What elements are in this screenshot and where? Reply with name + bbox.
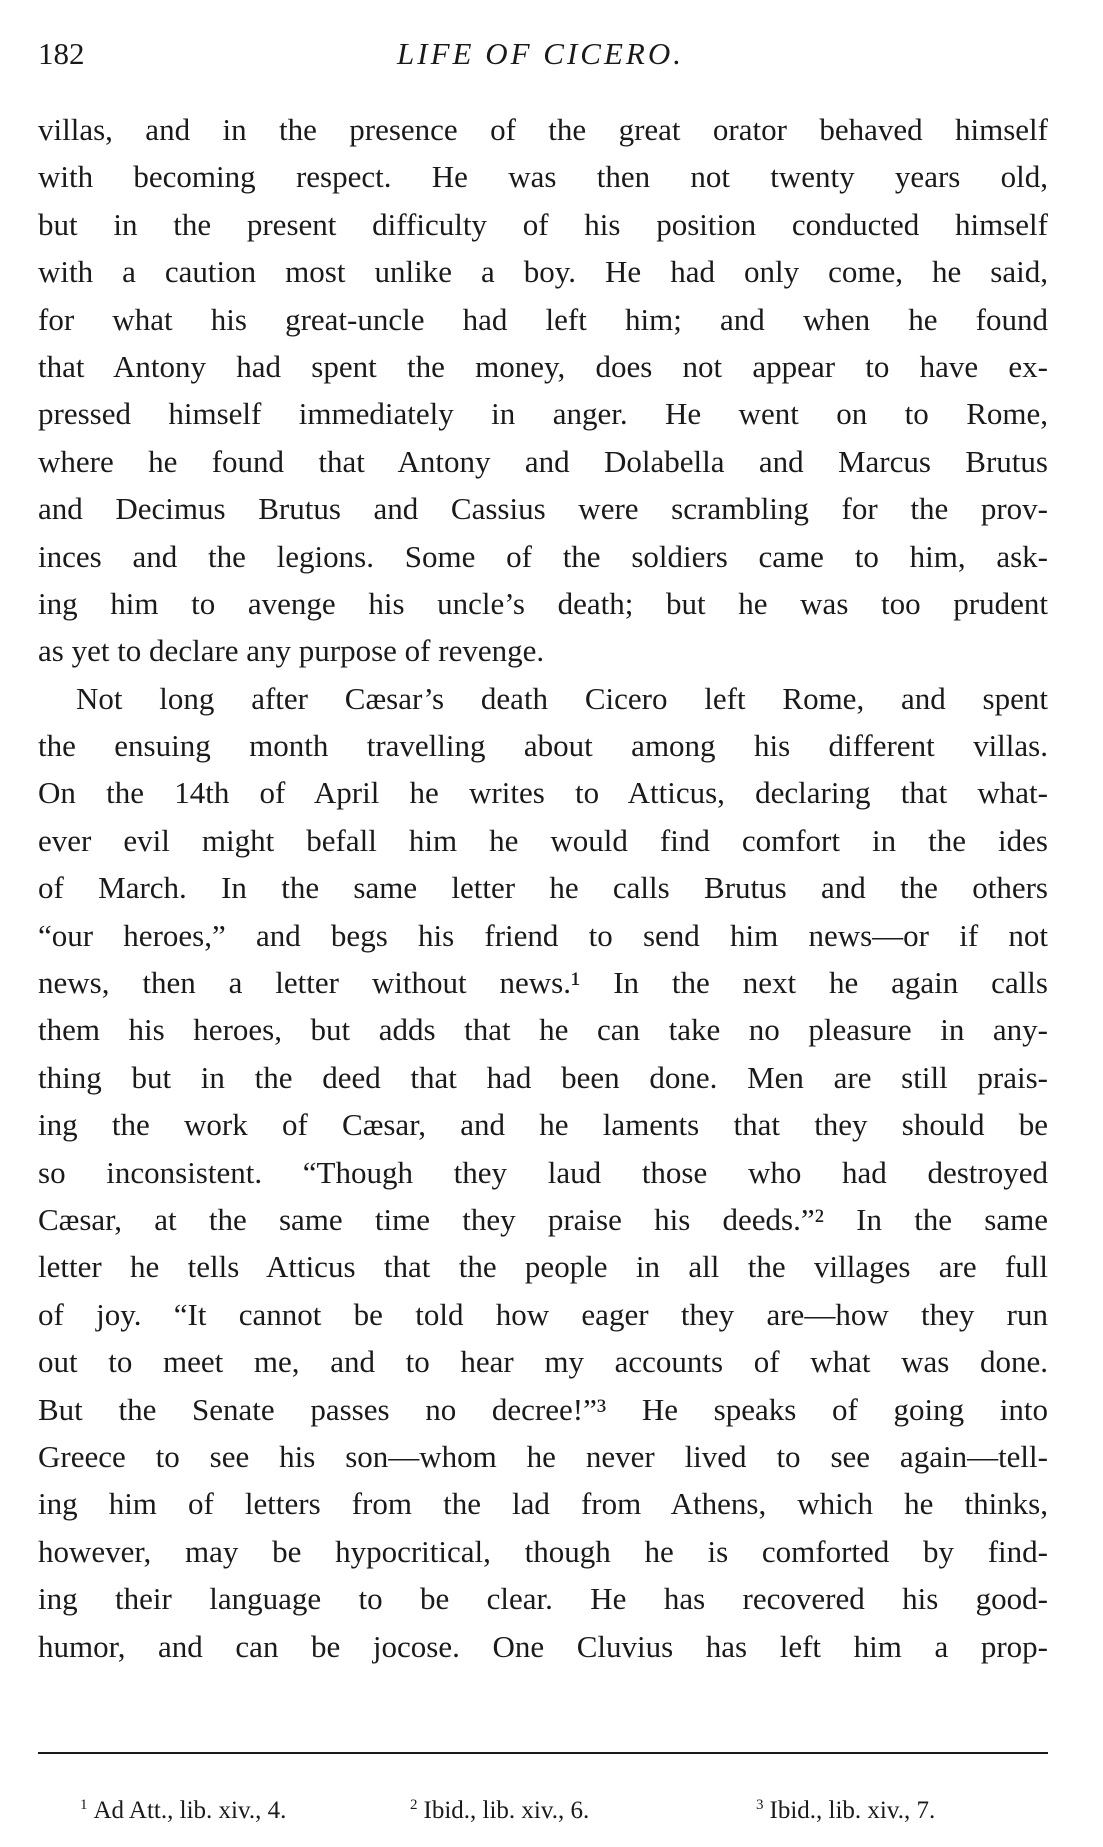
text-line: humor, and can be jocose. One Cluvius has left him a prop- [38, 1628, 1048, 1664]
page-header [38, 36, 1043, 86]
footnote-marker: 1 [80, 1797, 88, 1813]
footnote-text: Ad Att., lib. xiv., 4. [93, 1797, 287, 1824]
text-line: ing him to avenge his uncle’s death; but he was too prudent [38, 585, 1048, 621]
running-title: LIFE OF CICERO. [397, 36, 684, 71]
text-line: so inconsistent. “Though they laud those who had destroyed [38, 1154, 1048, 1190]
paragraph-end-line: as yet to declare any purpose of revenge. [38, 633, 545, 669]
text-line: pressed himself immediately in anger. He went on to Rome, [38, 396, 1048, 432]
footnotes [38, 1780, 1048, 1830]
body-text [38, 106, 1048, 1670]
text-line: ever evil might befall him he would find comfort in the ides [38, 822, 1048, 858]
footnote-divider [38, 1752, 1048, 1754]
footnote-marker: 2 [410, 1797, 418, 1813]
text-line: and Decimus Brutus and Cassius were scrambling for the prov- [38, 491, 1048, 527]
text-line: On the 14th of April he writes to Atticus, declaring that what- [38, 775, 1048, 811]
footnote-text: Ibid., lib. xiv., 6. [423, 1797, 590, 1824]
text-line: ing him of letters from the lad from Athens, which he thinks, [38, 1486, 1048, 1522]
footnote-2 [410, 1780, 589, 1836]
text-line: the ensuing month travelling about among his different villas. [38, 728, 1048, 764]
footnote-marker: 3 [756, 1797, 764, 1813]
text-line: out to meet me, and to hear my accounts of what was done. [38, 1344, 1048, 1380]
text-line: ing the work of Cæsar, and he laments that they should be [38, 1107, 1048, 1143]
text-line: of March. In the same letter he calls Brutus and the others [38, 870, 1048, 906]
text-line: But the Senate passes no decree!”³ He speaks of going into [38, 1391, 1048, 1427]
text-line: Greece to see his son—whom he never lived to see again—tell- [38, 1438, 1048, 1474]
paragraph-start-line: Not long after Cæsar’s death Cicero left Rome, and spent [76, 680, 1048, 716]
text-line: letter he tells Atticus that the people in all the villages are full [38, 1249, 1048, 1285]
text-line: news, then a letter without news.¹ In the next he again calls [38, 965, 1048, 1001]
text-line: them his heroes, but adds that he can take no pleasure in any- [38, 1012, 1048, 1048]
text-line: Cæsar, at the same time they praise his deeds.”² In the same [38, 1201, 1048, 1237]
text-line: villas, and in the presence of the great orator behaved himself [38, 112, 1048, 147]
text-line: where he found that Antony and Dolabella and Marcus Brutus [38, 443, 1048, 479]
page-number: 182 [38, 36, 85, 71]
text-line: with becoming respect. He was then not twenty years old, [38, 159, 1048, 195]
text-line: with a caution most unlike a boy. He had only come, he said, [38, 254, 1048, 290]
footnote-1 [80, 1780, 286, 1836]
footnote-3 [756, 1780, 935, 1836]
text-line: ing their language to be clear. He has recovered his good- [38, 1581, 1048, 1617]
text-line: of joy. “It cannot be told how eager they are—how they run [38, 1296, 1048, 1332]
text-line: for what his great-uncle had left him; and when he found [38, 301, 1048, 337]
text-line: “our heroes,” and begs his friend to send him news—or if not [38, 917, 1048, 953]
footnote-text: Ibid., lib. xiv., 7. [769, 1797, 936, 1824]
text-line: however, may be hypocritical, though he is comforted by find- [38, 1533, 1048, 1569]
text-line: thing but in the deed that had been done. Men are still prais- [38, 1059, 1048, 1095]
text-line: that Antony had spent the money, does not appear to have ex- [38, 348, 1048, 384]
text-line: inces and the legions. Some of the soldiers came to him, ask- [38, 538, 1048, 574]
text-line: but in the present difficulty of his position conducted himself [38, 206, 1048, 242]
